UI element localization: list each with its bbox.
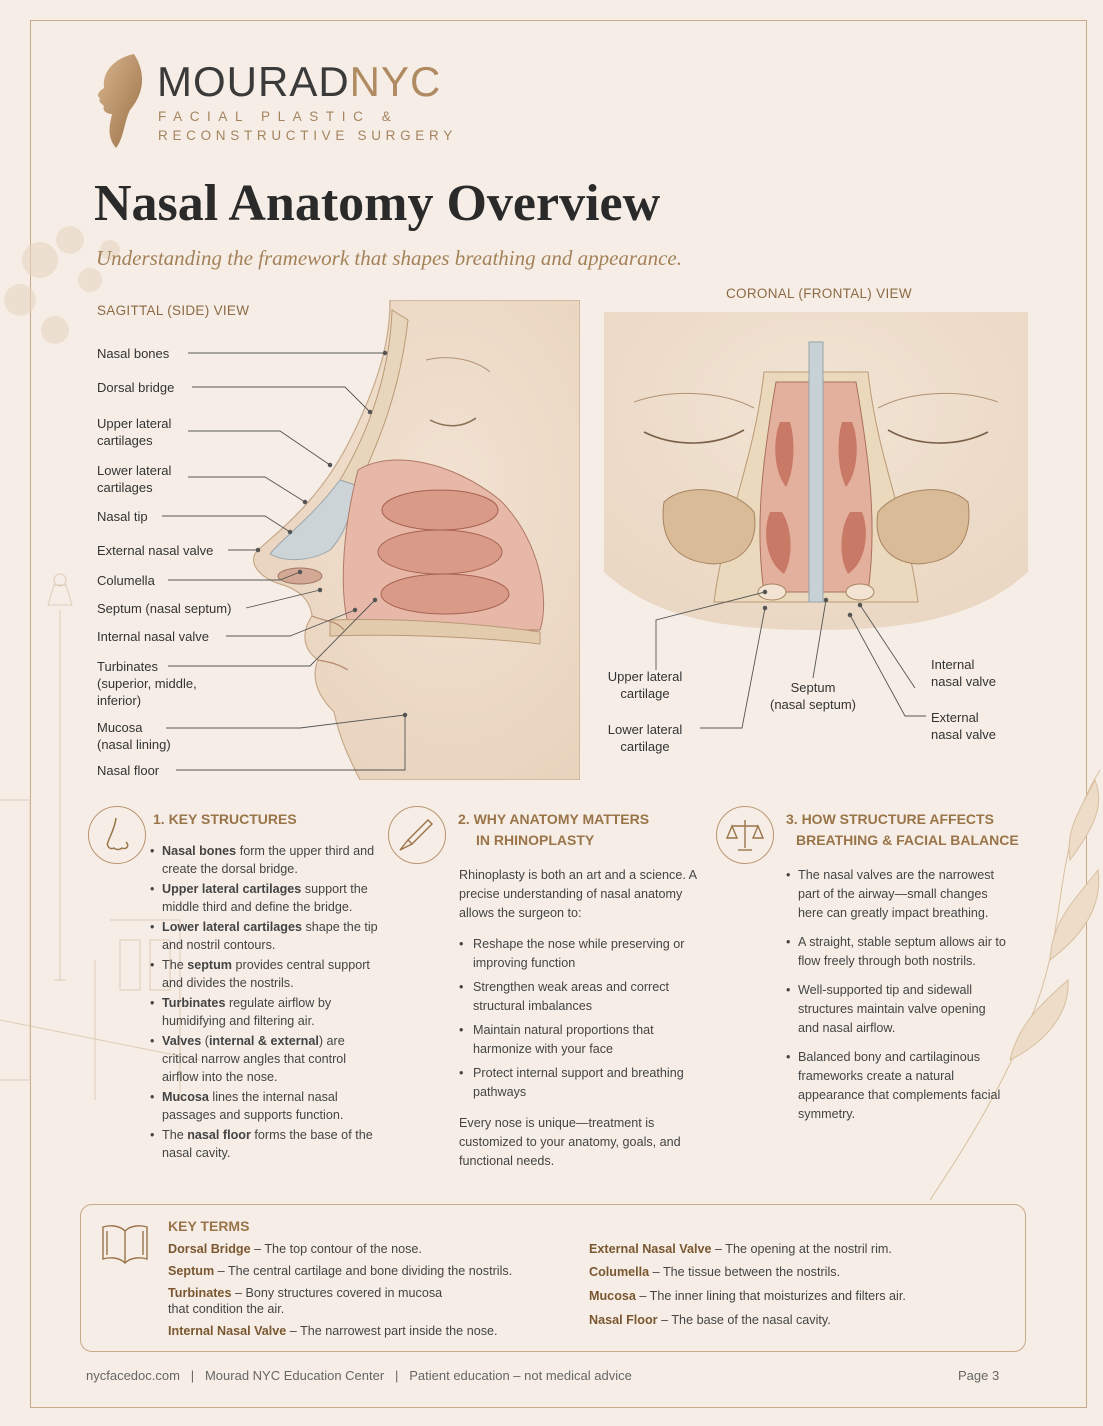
key-term-nasal-floor: Nasal Floor – The base of the nasal cavity.	[589, 1313, 831, 1327]
sagittal-view-heading: SAGITTAL (SIDE) VIEW	[97, 303, 250, 318]
key-term-columella: Columella – The tissue between the nostrils.	[589, 1265, 841, 1279]
label-septum: Septum (nasal septum)	[97, 601, 232, 616]
brand-name: MOURADNYC	[157, 58, 442, 105]
footer-text: nycfacedoc.com | Mourad NYC Education Center | Patient education – not medical advice	[86, 1368, 632, 1383]
key-terms-box	[80, 1204, 1026, 1352]
coronal-label-internal-valve: Internal nasal valve	[931, 657, 997, 689]
label-external-nasal-valve: External nasal valve	[97, 543, 214, 558]
list-item: • Maintain natural proportions that harmonize with your face	[459, 1021, 694, 1059]
key-terms-heading: KEY TERMS	[168, 1218, 250, 1234]
nose-icon	[88, 806, 146, 864]
list-item: • Well-supported tip and sidewall structures maintain valve opening and nasal airflow.	[786, 981, 1006, 1038]
list-item: • Lower lateral cartilages shape the tip and nostril contours.	[150, 918, 380, 954]
key-term-dorsal-bridge: Dorsal Bridge – The top contour of the nose.	[168, 1242, 422, 1256]
coronal-view-heading: CORONAL (FRONTAL) VIEW	[726, 286, 912, 301]
open-book-icon	[99, 1221, 151, 1267]
page-subtitle: Understanding the framework that shapes breathing and appearance.	[96, 246, 683, 270]
label-upper-lateral-cartilages: Upper lateral cartilages	[97, 416, 172, 448]
sagittal-leader-lines	[0, 0, 560, 800]
coronal-label-septum: Septum (nasal septum)	[770, 680, 856, 712]
list-item: • The nasal floor forms the base of the nasal cavity.	[150, 1126, 380, 1162]
coronal-label-lower-lateral: Lower lateral cartilage	[607, 722, 683, 754]
key-term-turbinates: Turbinates – Bony structures covered in mucosa that condition the air.	[168, 1286, 443, 1316]
page-number: Page 3	[958, 1368, 1000, 1383]
section1-title: 1. KEY STRUCTURES	[153, 811, 297, 827]
label-nasal-bones: Nasal bones	[97, 346, 170, 361]
label-internal-nasal-valve: Internal nasal valve	[97, 629, 210, 644]
list-item: • Upper lateral cartilages support the middle third and define the bridge.	[150, 880, 380, 916]
balance-scale-icon	[716, 806, 774, 864]
key-term-external-nasal-valve: External Nasal Valve – The opening at the nostril rim.	[589, 1242, 892, 1256]
section2-list	[459, 935, 694, 1102]
label-turbinates: Turbinates (superior, middle, inferior)	[97, 659, 197, 708]
section2-title-line1: 2. WHY ANATOMY MATTERS	[458, 811, 650, 827]
coronal-label-upper-lateral: Upper lateral cartilage	[607, 669, 683, 701]
section2-closing: Every nose is unique—treatment is customized to your anatomy, goals, and functional needs.	[459, 1116, 681, 1168]
coronal-label-external-valve: External nasal valve	[931, 710, 997, 742]
scalpel-icon	[388, 806, 446, 864]
label-mucosa: Mucosa (nasal lining)	[97, 720, 171, 752]
list-item: • Turbinates regulate airflow by humidifying and filtering air.	[150, 994, 380, 1030]
list-item: • The septum provides central support and divides the nostrils.	[150, 956, 380, 992]
section1-icon-circle	[88, 806, 146, 864]
section3-title-line1: 3. HOW STRUCTURE AFFECTS	[786, 811, 994, 827]
list-item: • Reshape the nose while preserving or improving function	[459, 935, 694, 973]
brand-tagline-line1: FACIAL PLASTIC &	[158, 109, 399, 124]
label-dorsal-bridge: Dorsal bridge	[97, 380, 175, 395]
list-item: • A straight, stable septum allows air to flow freely through both nostrils.	[786, 933, 1006, 971]
brand-tagline-line2: RECONSTRUCTIVE SURGERY	[158, 128, 457, 143]
list-item: • Mucosa lines the internal nasal passages and supports function.	[150, 1088, 380, 1124]
label-nasal-floor: Nasal floor	[97, 763, 160, 778]
list-item: • Balanced bony and cartilaginous frameworks create a natural appearance that complements facial symmetry.	[786, 1048, 1006, 1124]
list-item: • Protect internal support and breathing pathways	[459, 1064, 694, 1102]
section3-icon-circle	[716, 806, 774, 864]
key-term-septum: Septum – The central cartilage and bone dividing the nostrils.	[168, 1264, 513, 1278]
label-nasal-tip: Nasal tip	[97, 509, 148, 524]
list-item: • Strengthen weak areas and correct structural imbalances	[459, 978, 694, 1016]
section1-list	[150, 842, 380, 1162]
list-item: • The nasal valves are the narrowest part of the airway—small changes here can greatly impact breathing.	[786, 866, 1006, 923]
list-item: • Nasal bones form the upper third and create the dorsal bridge.	[150, 842, 380, 878]
label-columella: Columella	[97, 573, 155, 588]
page-title: Nasal Anatomy Overview	[94, 175, 661, 232]
key-term-mucosa: Mucosa – The inner lining that moisturizes and filters air.	[589, 1289, 906, 1303]
key-term-internal-nasal-valve: Internal Nasal Valve – The narrowest part inside the nose.	[168, 1324, 498, 1338]
section2-title-line2: IN RHINOPLASTY	[476, 832, 595, 848]
section3-title-line2: BREATHING & FACIAL BALANCE	[796, 832, 1019, 848]
label-lower-lateral-cartilages: Lower lateral cartilages	[97, 463, 172, 495]
section2-icon-circle	[388, 806, 446, 864]
section2-intro: Rhinoplasty is both an art and a science. A precise understanding of nasal anatomy allows the surgeon to:	[459, 868, 697, 920]
list-item: • Valves (internal & external) are critical narrow angles that control airflow into the nose.	[150, 1032, 380, 1086]
section3-list	[786, 866, 1006, 1124]
